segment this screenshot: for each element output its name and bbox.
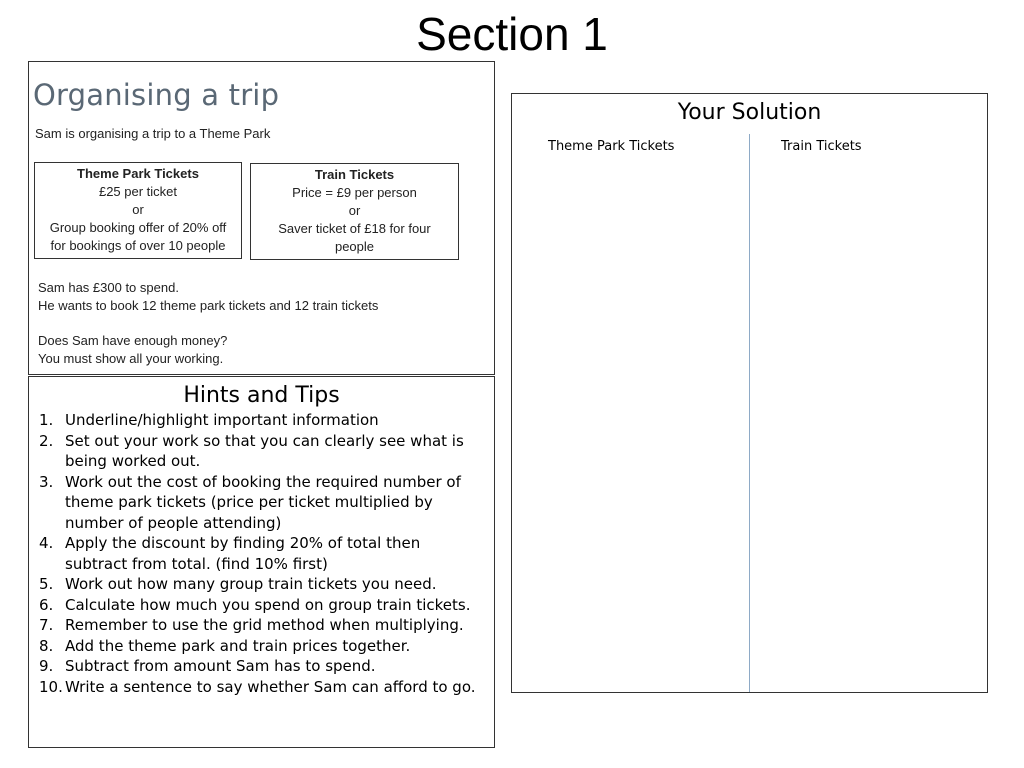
hint-item <box>29 636 486 657</box>
hint-text: Work out how many group train tickets you need. <box>65 575 437 593</box>
budget-line: Sam has £300 to spend. <box>38 280 179 295</box>
hint-text: Work out the cost of booking the required number of theme park tickets (price per ticket multiplied by number of people attending) <box>65 472 461 532</box>
theme-park-offer-line: Group booking offer of 20% off <box>49 220 227 235</box>
hint-text: Subtract from amount Sam has to spend. <box>65 657 376 675</box>
column-divider <box>749 134 750 692</box>
problem-panel <box>28 61 495 375</box>
hint-text: Add the theme park and train prices together. <box>65 636 411 655</box>
hint-item <box>29 574 486 595</box>
solution-panel <box>511 93 988 693</box>
hint-item <box>29 410 486 431</box>
hints-panel <box>28 376 495 748</box>
hint-text: Remember to use the grid method when multiplying. <box>65 616 464 634</box>
theme-park-tickets-title: Theme Park Tickets <box>77 166 199 181</box>
hints-heading: Hints and Tips <box>183 383 340 408</box>
problem-budget <box>38 279 378 315</box>
question-line: Does Sam have enough money? <box>38 333 228 348</box>
problem-intro: Sam is organising a trip to a Theme Park <box>35 126 271 141</box>
hint-number: 3. <box>39 472 54 491</box>
hint-number: 8. <box>39 636 54 655</box>
hint-number: 4. <box>39 534 54 552</box>
theme-park-price-line: £25 per ticket <box>98 184 178 199</box>
hint-item <box>29 677 486 698</box>
theme-park-offer-condition-line: for bookings of over 10 people <box>50 238 226 253</box>
booking-line: He wants to book 12 theme park tickets and 12 train tickets <box>38 298 379 313</box>
hint-number: 2. <box>39 431 54 450</box>
train-saver-line: Saver ticket of £18 for four <box>278 221 431 236</box>
theme-park-column-label: Theme Park Tickets <box>548 139 675 154</box>
slide-title: Section 1 <box>416 8 608 60</box>
theme-park-tickets-box <box>34 162 242 259</box>
hint-text: Underline/highlight important information <box>65 411 379 429</box>
hint-number: 7. <box>39 616 54 634</box>
hint-number: 1. <box>39 411 54 429</box>
hint-item <box>29 431 486 472</box>
hint-item <box>29 472 486 534</box>
train-tickets-box <box>250 163 459 260</box>
hint-text: Write a sentence to say whether Sam can afford to go. <box>65 677 476 696</box>
problem-heading: Organising a trip <box>33 78 280 112</box>
hint-number: 6. <box>39 595 54 614</box>
problem-question <box>38 332 227 368</box>
hint-item <box>29 595 486 616</box>
hint-number: 10. <box>39 677 63 696</box>
train-saver-people-line: people <box>334 239 375 254</box>
solution-heading: Your Solution <box>677 100 822 125</box>
hint-number: 9. <box>39 657 54 675</box>
train-price-line: Price = £9 per person <box>292 185 417 200</box>
hint-number: 5. <box>39 575 54 593</box>
instruction-line: You must show all your working. <box>38 351 224 366</box>
train-tickets-title: Train Tickets <box>314 167 395 182</box>
hint-item <box>29 533 486 574</box>
hint-text: Calculate how much you spend on group train tickets. <box>65 595 471 614</box>
hint-text: Set out your work so that you can clearly see what is being worked out. <box>65 431 464 470</box>
hint-item <box>29 615 486 636</box>
hint-item <box>29 656 486 677</box>
hint-text: Apply the discount by finding 20% of total then subtract from total. (find 10% first) <box>65 534 421 573</box>
theme-park-or-line: or <box>132 202 144 217</box>
hints-list <box>29 410 494 697</box>
train-or-line: or <box>348 203 361 218</box>
train-column-label: Train Tickets <box>781 139 862 154</box>
